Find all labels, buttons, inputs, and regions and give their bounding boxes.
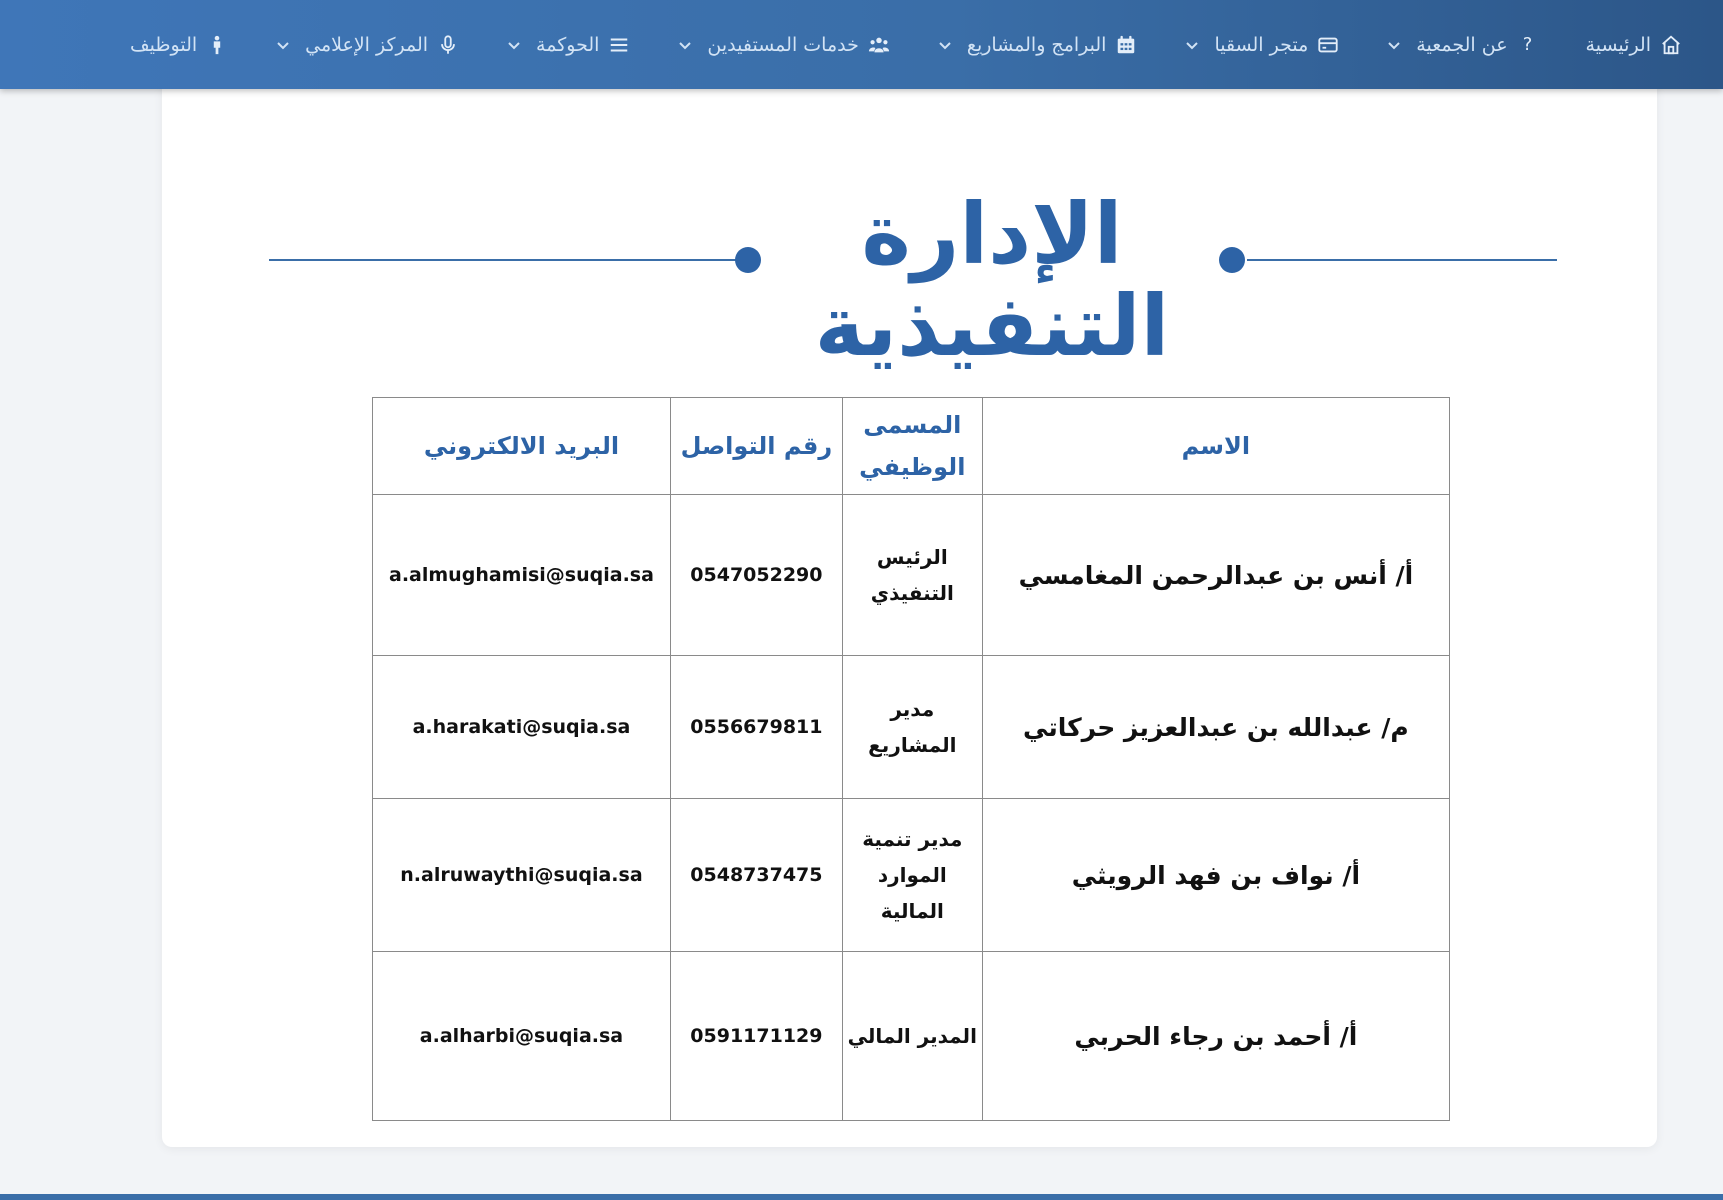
nav-item-label: متجر السقيا [1214,33,1309,56]
chevron-down-icon [275,37,291,53]
nav-item-programs[interactable] [937,33,1139,57]
nav-item-about[interactable] [1386,33,1539,57]
credit-card-icon [1316,33,1340,57]
nav-item-governance[interactable] [506,33,631,57]
table-header-row [373,398,1450,495]
chevron-down-icon [677,37,693,53]
table-row [373,952,1450,1121]
person-icon [205,33,229,57]
chevron-down-icon [1386,37,1402,53]
footer-strip [0,1194,1723,1200]
staff-job-title: مدير المشاريع [842,656,982,799]
nav-item-label: خدمات المستفيدين [707,33,859,56]
nav-item-label: التوظيف [130,33,198,56]
nav-item-beneficiary-services[interactable] [677,33,890,57]
title-dot-left [735,247,761,273]
staff-email: a.almughamisi@suqia.sa [373,495,671,656]
title-divider-left [269,259,749,261]
chevron-down-icon [937,37,953,53]
staff-phone: 0591171129 [670,952,842,1121]
title-dot-right [1219,247,1245,273]
staff-name: أ/ نواف بن فهد الرويثي [982,799,1449,952]
header-job-title: المسمى الوظيفي [842,398,982,495]
staff-name: أ/ أحمد بن رجاء الحربي [982,952,1449,1121]
header-phone: رقم التواصل [670,398,842,495]
main-navbar [0,0,1723,89]
nav-item-careers[interactable] [130,33,229,57]
users-icon [867,33,891,57]
chevron-down-icon [1184,37,1200,53]
staff-phone: 0547052290 [670,495,842,656]
nav-item-media-center[interactable] [275,33,460,57]
content-card [162,80,1657,1147]
home-icon [1659,33,1683,57]
nav-item-label: الحوكمة [536,33,600,56]
staff-email: a.harakati@suqia.sa [373,656,671,799]
question-icon: ? [1522,34,1533,55]
nav-item-label: المركز الإعلامي [305,33,429,56]
calendar-icon [1114,33,1138,57]
staff-job-title: مدير تنمية الموارد المالية [842,799,982,952]
staff-email: a.alharbi@suqia.sa [373,952,671,1121]
staff-email: n.alruwaythi@suqia.sa [373,799,671,952]
page-title-block [162,140,1657,376]
staff-phone: 0548737475 [670,799,842,952]
nav-item-label: عن الجمعية [1416,33,1508,56]
staff-phone: 0556679811 [670,656,842,799]
nav-item-store[interactable] [1184,33,1340,57]
table-row [373,656,1450,799]
nav-item-home[interactable] [1586,33,1683,57]
staff-job-title: المدير المالي [842,952,982,1121]
staff-name: أ/ أنس بن عبدالرحمن المغامسي [982,495,1449,656]
staff-name: م/ عبدالله بن عبدالعزيز حركاتي [982,656,1449,799]
chevron-down-icon [506,37,522,53]
table-row [373,495,1450,656]
nav-item-label: البرامج والمشاريع [966,33,1107,56]
header-email: البريد الالكتروني [373,398,671,495]
table-row [373,799,1450,952]
nav-item-label: الرئيسية [1585,33,1651,56]
staff-job-title: الرئيس التنفيذي [842,495,982,656]
executive-staff-table [372,397,1450,1121]
page-title: الإدارة التنفيذية [814,185,1170,376]
menu-lines-icon [607,33,631,57]
title-divider-right [1247,259,1557,261]
header-name: الاسم [982,398,1449,495]
microphone-icon [436,33,460,57]
